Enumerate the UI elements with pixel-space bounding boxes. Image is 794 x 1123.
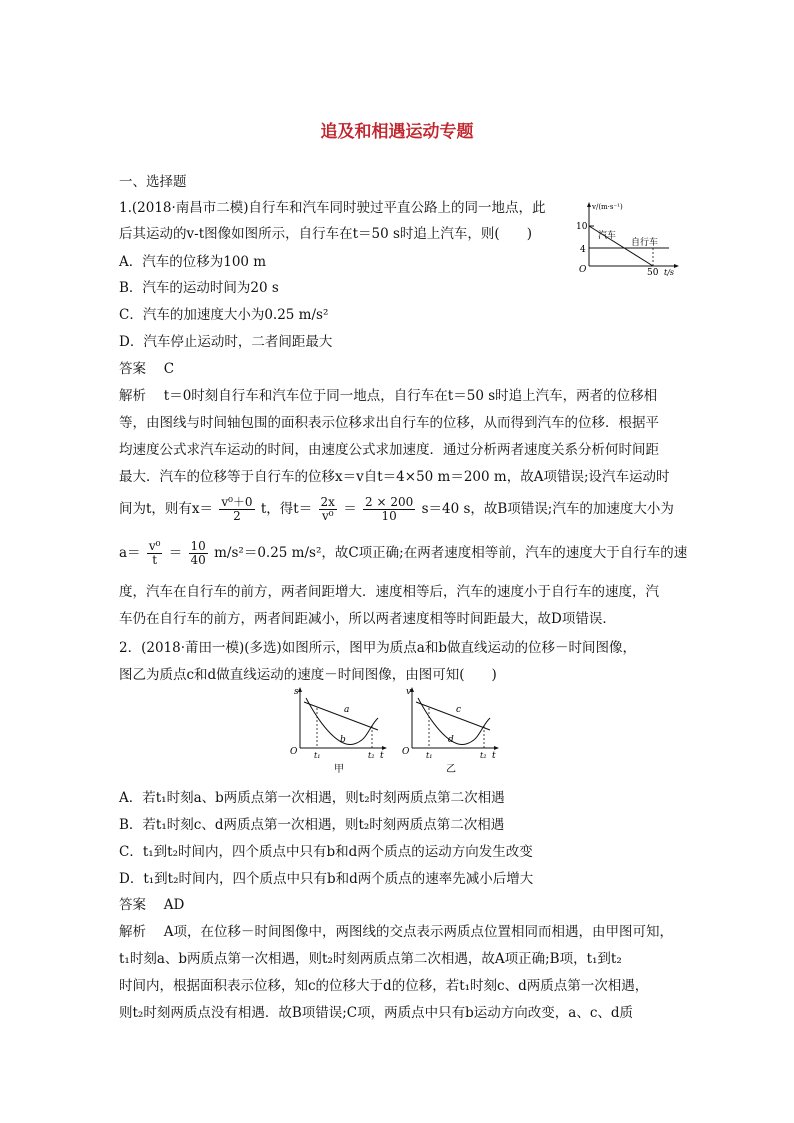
q2-option-b: B．若t₁时刻c、d两质点第一次相遇，则t₂时刻两质点第二次相遇 xyxy=(119,817,505,833)
text: s＝40 s，故B项错误;汽车的加速度大小为 xyxy=(421,501,674,517)
q2-figure-yi xyxy=(398,684,502,776)
tick-10: 10 xyxy=(576,222,588,232)
q1-analysis-line2: 等，由图线与时间轴包围的面积表示位移求出自行车的位移，从而得到汽车的位移．根据平 xyxy=(119,415,659,431)
label-c: c xyxy=(456,705,462,715)
analysis-text: A项，在位移－时间图像中，两图线的交点表示两质点位置相同而相遇，由甲图可知， xyxy=(163,924,674,940)
line-c xyxy=(416,702,490,730)
q2-answer xyxy=(119,893,184,913)
q1-analysis-line7: 度，汽车在自行车的前方，两者间距增大．速度相等后，汽车的速度小于自行车的速度，汽 xyxy=(119,584,659,600)
q1-option-c: C．汽车的加速度大小为0.25 m/s² xyxy=(119,307,329,323)
tick-50: 50 xyxy=(647,268,659,278)
denominator: t xyxy=(152,553,158,567)
analysis-label: 解析 xyxy=(119,924,146,940)
denominator: 10 xyxy=(381,509,397,523)
q2-analysis-line2: t₁时刻a、b两质点第一次相遇，则t₂时刻两质点第二次相遇，故A项正确;B项，t₁到t₂ xyxy=(119,951,622,967)
x-axis-arrow-icon xyxy=(494,746,499,750)
figure-caption: 甲 xyxy=(334,764,344,775)
t1-label: t₁ xyxy=(426,751,433,760)
t2-label: t₂ xyxy=(368,751,375,760)
y-axis-label: v xyxy=(406,687,412,697)
fraction xyxy=(147,540,163,567)
q2-analysis-line3: 时间内，根据面积表示位移，知c的位移大于d的位移，若t₁时刻c、d两质点第一次相遇， xyxy=(119,978,649,994)
car-label: 汽车 xyxy=(598,231,617,241)
text: a＝ xyxy=(119,545,141,561)
y-axis-label: v/(m·s⁻¹) xyxy=(592,203,623,211)
q2-figure-jia xyxy=(286,684,390,776)
text: t，得t＝ xyxy=(260,501,313,517)
numerator: 10 xyxy=(190,539,206,553)
q2-option-c: C．t₁到t₂时间内，四个质点中只有b和d两个质点的运动方向发生改变 xyxy=(119,844,533,860)
text: ＝ xyxy=(343,501,357,517)
q1-option-d: D．汽车停止运动时，二者间距最大 xyxy=(119,334,333,350)
text: m/s²＝0.25 m/s²，故C项正确;在两者速度相等前，汽车的速度大于自行车的速 xyxy=(214,545,688,561)
denominator: 2 xyxy=(233,509,241,523)
origin-label: O xyxy=(290,747,298,757)
section-heading: 一、选择题 xyxy=(119,174,187,190)
denominator: v⁰ xyxy=(321,509,334,523)
t1-label: t₁ xyxy=(314,751,321,760)
bike-label: 自行车 xyxy=(631,238,659,248)
answer-value: AD xyxy=(163,897,185,913)
numerator: v⁰＋0 xyxy=(221,495,253,509)
q1-analysis-line1 xyxy=(119,384,657,404)
text: 间为t，则有x＝ xyxy=(119,501,214,517)
q2-option-a: A．若t₁时刻a、b两质点第一次相遇，则t₂时刻两质点第二次相遇 xyxy=(119,790,505,806)
analysis-text: t＝0时刻自行车和汽车位于同一地点，自行车在t＝50 s时追上汽车，两者的位移相 xyxy=(163,388,658,404)
q1-analysis-line6 xyxy=(119,540,687,567)
label-a: a xyxy=(344,705,350,715)
q2-stem-line1: 2．(2018·莆田一模)(多选)如图所示，图甲为质点a和b做直线运动的位移－时间图像， xyxy=(119,640,636,656)
analysis-label: 解析 xyxy=(119,388,146,404)
q2-option-d: D．t₁到t₂时间内，四个质点中只有b和d两个质点的速率先减小后增大 xyxy=(119,871,534,887)
origin-label: O xyxy=(579,265,587,275)
fraction xyxy=(363,496,415,523)
tick-4: 4 xyxy=(580,245,586,255)
q1-stem-line1: 1.(2018·南昌市二模)自行车和汽车同时驶过平直公路上的同一地点，此 xyxy=(119,200,546,216)
x-axis-label: t xyxy=(380,751,384,761)
t2-label: t₂ xyxy=(480,751,487,760)
label-b: b xyxy=(340,735,346,745)
x-axis-arrow-icon xyxy=(382,746,387,750)
q2-analysis-line1 xyxy=(119,920,673,940)
q1-answer xyxy=(119,357,174,377)
fraction xyxy=(319,496,337,523)
answer-label: 答案 xyxy=(119,361,146,377)
q2-analysis-line4: 则t₂时刻两质点没有相遇．故B项错误;C项，两质点中只有b运动方向改变，a、c、d质 xyxy=(119,1005,634,1021)
fraction xyxy=(219,496,254,523)
q1-analysis-line3: 均速度公式求汽车运动的时间，由速度公式求加速度．通过分析两者速度关系分析何时间距 xyxy=(119,442,659,458)
text: ＝ xyxy=(168,545,183,561)
y-axis-label: s xyxy=(294,687,299,697)
line-a xyxy=(304,702,378,730)
numerator: 2 × 200 xyxy=(365,495,414,509)
answer-value: C xyxy=(163,361,175,377)
q1-analysis-line5 xyxy=(119,496,674,523)
x-axis-label: t xyxy=(492,751,496,761)
q1-vt-graph xyxy=(572,200,684,280)
answer-label: 答案 xyxy=(119,897,146,913)
y-axis-arrow-icon xyxy=(587,202,591,207)
q2-stem-line2: 图乙为质点c和d做直线运动的速度－时间图像，由图可知( ) xyxy=(119,667,497,683)
q1-option-a: A．汽车的位移为100 m xyxy=(119,254,267,270)
denominator: 40 xyxy=(190,553,206,567)
x-axis-arrow-icon xyxy=(674,264,679,268)
q1-stem-line2: 后其运动的v-t图像如图所示，自行车在t＝50 s时追上汽车，则( ) xyxy=(119,226,532,242)
q1-option-b: B．汽车的运动时间为20 s xyxy=(119,280,279,296)
x-axis-label: t/s xyxy=(664,268,675,277)
numerator: v⁰ xyxy=(148,539,161,553)
q1-analysis-line4: 最大．汽车的位移等于自行车的位移x＝v自t＝4×50 m＝200 m，故A项错误;设汽车运动时 xyxy=(119,469,670,485)
numerator: 2x xyxy=(320,495,335,509)
q1-analysis-line8: 车仍在自行车的前方，两者间距减小，所以两者速度相等时间距最大，故D项错误． xyxy=(119,611,616,627)
figure-caption: 乙 xyxy=(446,764,456,775)
fraction xyxy=(189,540,208,567)
origin-label: O xyxy=(402,747,410,757)
label-d: d xyxy=(448,735,454,745)
page-title: 追及和相遇运动专题 xyxy=(320,122,474,142)
